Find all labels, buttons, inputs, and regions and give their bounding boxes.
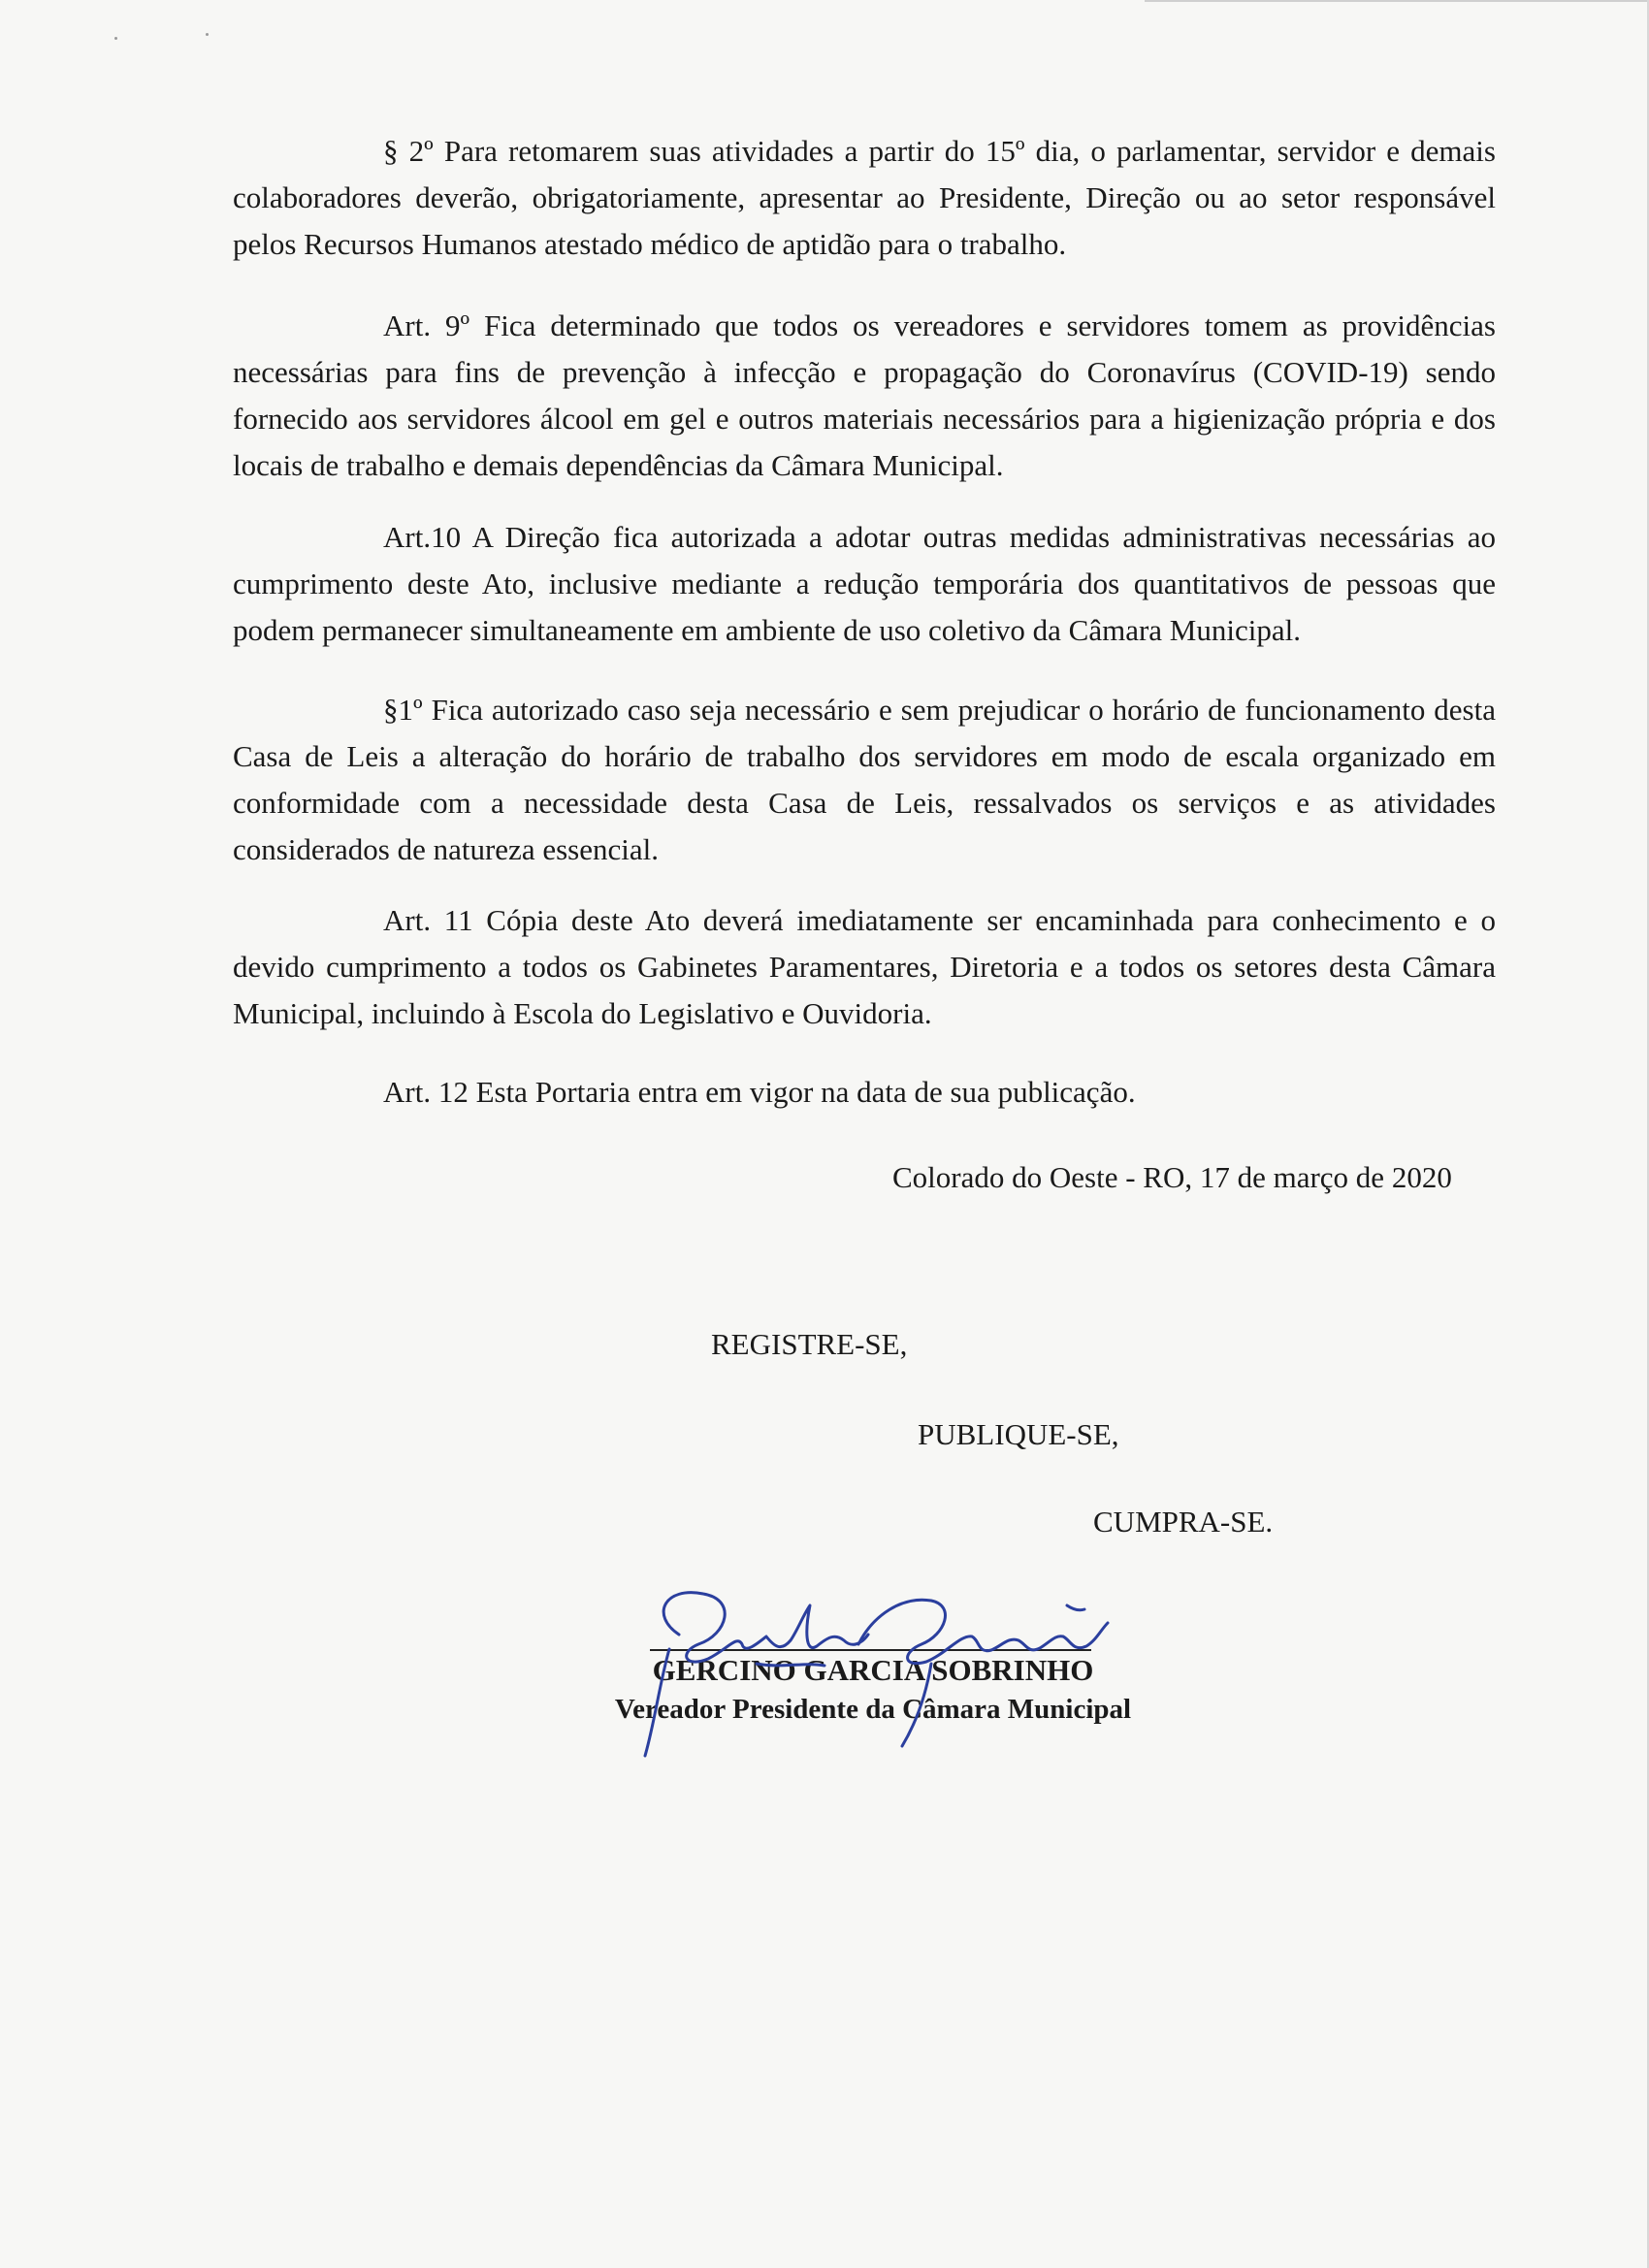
paragraph-art10 bbox=[233, 514, 1496, 654]
scan-speck bbox=[206, 33, 209, 36]
scan-speck bbox=[114, 37, 117, 40]
paragraph-text: §1º Fica autorizado caso seja necessário e sem prejudicar o horário de funcionamento desta Casa de Leis a alteração do horário de trabalho dos servidores em modo de escala organizado em conformidade com a necessidade desta Casa de Leis, ressalvados os serviços e as atividades considerados de natureza essencial. bbox=[233, 693, 1496, 866]
paragraph-text: Art. 12 Esta Portaria entra em vigor na data de sua publicação. bbox=[383, 1075, 1136, 1109]
paragraph-art12 bbox=[233, 1069, 1496, 1116]
paragraph-art11 bbox=[233, 897, 1496, 1037]
signatory-name: GERCINO GARCIA SOBRINHO bbox=[652, 1653, 1094, 1687]
paragraph-text: § 2º Para retomarem suas atividades a partir do 15º dia, o parlamentar, servidor e demais colaboradores deverão, obrigatoriamente, apresentar ao Presidente, Direção ou ao setor responsável pelos Recursos Humanos atestado médico de aptidão para o trabalho. bbox=[233, 134, 1496, 261]
paragraph-sec2 bbox=[233, 128, 1496, 268]
paragraph-text: Art. 9º Fica determinado que todos os vereadores e servidores tomem as providências necessárias para fins de prevenção à infecção e propagação do Coronavírus (COVID-19) sendo fornecido aos servidores álcool em gel e outros materiais necessários para a higienização própria e dos locais de trabalho e demais dependências da Câmara Municipal. bbox=[233, 308, 1496, 482]
handwritten-signature bbox=[611, 1576, 1154, 1761]
paragraph-art9 bbox=[233, 303, 1496, 489]
closing-registre: REGISTRE-SE, bbox=[711, 1327, 908, 1361]
place-date: Colorado do Oeste - RO, 17 de março de 2020 bbox=[892, 1160, 1452, 1194]
paragraph-text: Art. 11 Cópia deste Ato deverá imediatamente ser encaminhada para conhecimento e o devido cumprimento a todos os Gabinetes Paramentares, Diretoria e a todos os setores desta Câmara Municipal, incluindo à Escola do Legislativo e Ouvidoria. bbox=[233, 903, 1496, 1030]
closing-cumpra: CUMPRA-SE. bbox=[1093, 1505, 1274, 1539]
paragraph-sec1 bbox=[233, 687, 1496, 873]
closing-publique: PUBLIQUE-SE, bbox=[918, 1417, 1119, 1451]
scan-edge-top bbox=[1145, 0, 1649, 2]
signatory-role: Vereador Presidente da Câmara Municipal bbox=[614, 1694, 1132, 1725]
paragraph-text: Art.10 A Direção fica autorizada a adotar outras medidas administrativas necessárias ao cumprimento deste Ato, inclusive mediante a redução temporária dos quantitativos de pessoas que podem permanecer simultaneamente em ambiente de uso coletivo da Câmara Municipal. bbox=[233, 520, 1496, 647]
